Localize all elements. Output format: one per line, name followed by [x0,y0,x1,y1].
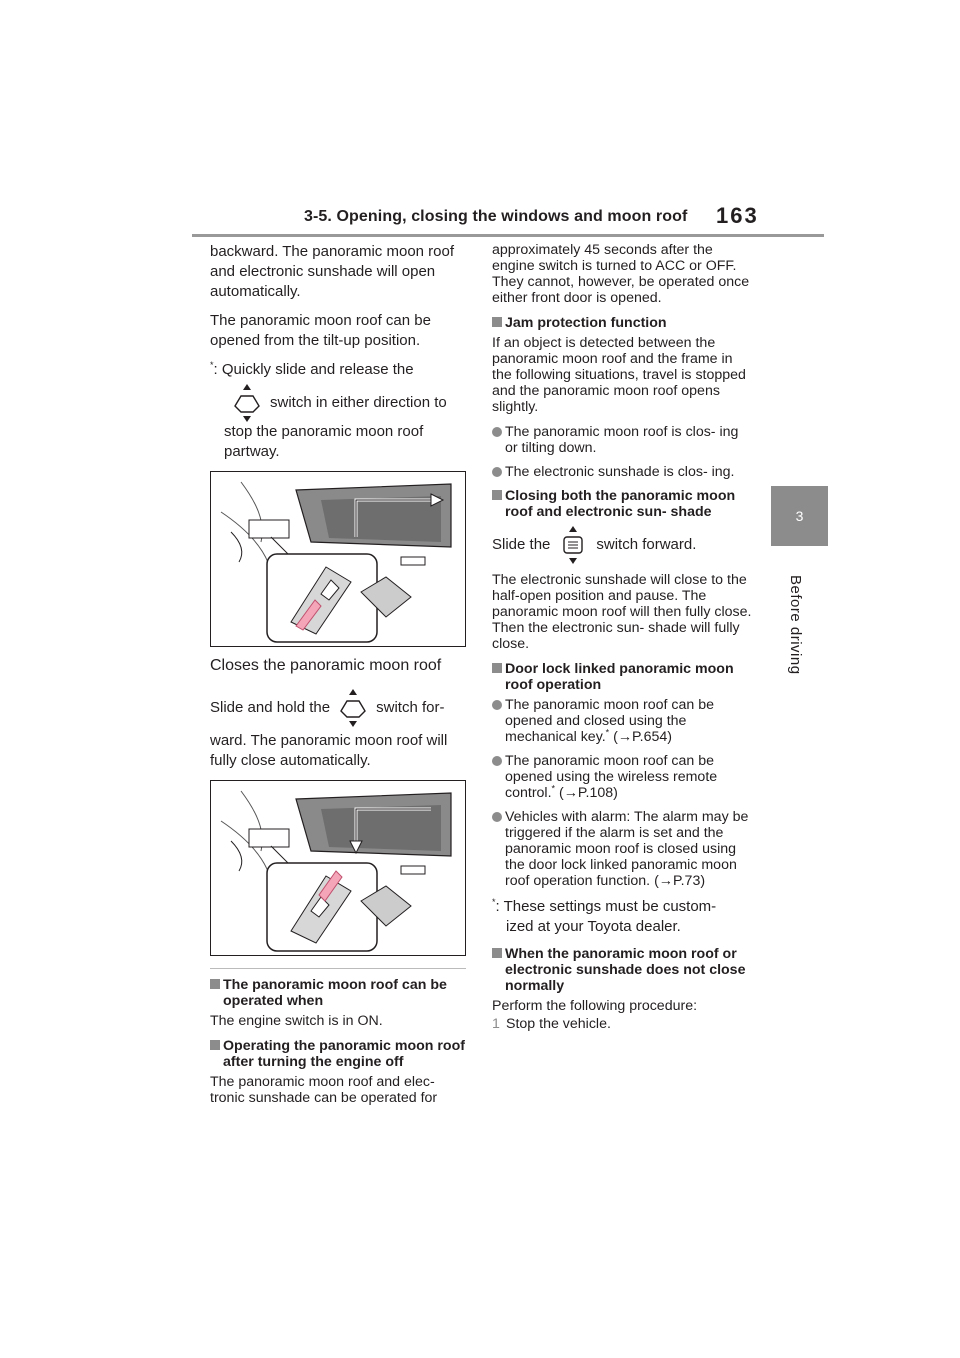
step-item [492,1016,752,1032]
header-divider [192,234,824,237]
footnote-line: stop the panoramic moon roof partway. [224,423,424,460]
instruction-text: Slide the [492,535,551,553]
chapter-label: Before driving [787,575,804,675]
bullet-text: Vehicles with alarm: The alarm may be triggered if the alarm is set and the panoramic moon roof is closed using the door lock linked panoramic moon roof operation function. (→P.73) [505,809,749,889]
sunshade-switch-icon [556,526,590,564]
paragraph: backward. The panoramic moon roof and electronic sunshade will open automatically. [210,243,455,300]
section-title: 3-5. Opening, closing the windows and moon roof [304,208,688,225]
square-bullet-icon [210,979,220,989]
round-bullet-icon [492,812,502,822]
info-heading-text: Operating the panoramic moon roof after turning the engine off [223,1038,465,1070]
footnote-line: ized at your Toyota dealer. [506,918,681,935]
bullet-item [492,809,752,889]
info-heading [210,1038,470,1070]
moon-roof-switch-icon [230,384,264,422]
info-heading-text: Closing both the panoramic moon roof and electronic sun- shade [505,488,736,520]
info-heading [210,977,470,1009]
bullet-text: The panoramic moon roof is clos- ing or tilting down. [505,424,739,456]
footnote-text: : Quickly slide and release the [213,361,414,378]
footnote [210,360,470,380]
info-heading [492,661,752,693]
left-column [210,242,470,1115]
paragraph: approximately 45 seconds after the engine switch is turned to ACC or OFF. They cannot, however, be operated once either front door is opened. [492,242,750,306]
round-bullet-icon [492,467,502,477]
moon-roof-switch-icon [336,689,370,727]
bullet-text: The panoramic moon roof can be opened using the wireless remote control. [505,753,718,801]
moon-roof-close-illustration [210,780,466,956]
instruction-line [492,526,752,564]
footnote-line [210,384,470,422]
page-reference-link[interactable]: (→P.108) [555,785,618,801]
square-bullet-icon [210,1040,220,1050]
instruction-line [210,689,470,727]
footnote-marker: * [492,897,496,907]
paragraph: The panoramic moon roof and elec- tronic sunshade can be operated for [210,1074,438,1106]
footnote-marker: * [210,360,214,370]
instruction-text: switch for- [376,698,445,716]
bullet-text: The electronic sunshade is clos- ing. [505,464,735,480]
footnote [492,897,752,917]
paragraph: The electronic sunshade will close to the half-open position and pause. The panoramic moon roof will then fully close. Then the electronic sun- shade will fully close. [492,572,752,652]
footnote-marker: * [551,783,556,794]
info-heading [492,315,752,331]
round-bullet-icon [492,756,502,766]
subsection-heading: Closes the panoramic moon roof [210,657,442,674]
square-bullet-icon [492,317,502,327]
round-bullet-icon [492,700,502,710]
paragraph: The panoramic moon roof can be opened from the tilt-up position. [210,312,431,349]
paragraph: Perform the following procedure: [492,998,698,1014]
instruction-text: Slide and hold the [210,698,331,716]
info-heading-text: The panoramic moon roof can be operated when [223,977,447,1009]
bullet-text: The panoramic moon roof can be opened and closed using the mechanical key. [505,697,714,745]
paragraph: If an object is detected between the panoramic moon roof and the frame in the following situations, travel is stopped and the panoramic moon roof opens slightly. [492,335,746,415]
section-divider [210,968,466,969]
chapter-number: 3 [795,508,804,524]
square-bullet-icon [492,490,502,500]
round-bullet-icon [492,427,502,437]
paragraph: ward. The panoramic moon roof will fully close automatically. [210,732,448,769]
info-heading-text: When the panoramic moon roof or electronic sunshade does not close normally [505,946,746,994]
info-heading [492,488,752,520]
moon-roof-open-illustration [210,471,466,647]
bullet-item [492,753,752,801]
instruction-text: switch forward. [596,535,697,553]
page-number: 163 [716,203,759,228]
right-column [492,242,752,1032]
square-bullet-icon [492,663,502,673]
info-heading [492,946,752,994]
step-number: 1 [492,1016,500,1032]
page-reference-link[interactable]: (→P.654) [609,729,673,745]
info-heading-text: Door lock linked panoramic moon roof operation [505,661,734,693]
footnote-text: : These settings must be custom- [495,898,717,915]
footnote-text: switch in either direction to [270,393,447,411]
bullet-item [492,424,752,456]
step-text: Stop the vehicle. [506,1016,611,1032]
chapter-tab[interactable] [771,486,828,546]
paragraph: The engine switch is in ON. [210,1013,383,1029]
square-bullet-icon [492,948,502,958]
footnote-marker: * [605,727,610,738]
info-heading-text: Jam protection function [505,315,667,331]
bullet-item [492,697,752,745]
bullet-item [492,464,752,480]
